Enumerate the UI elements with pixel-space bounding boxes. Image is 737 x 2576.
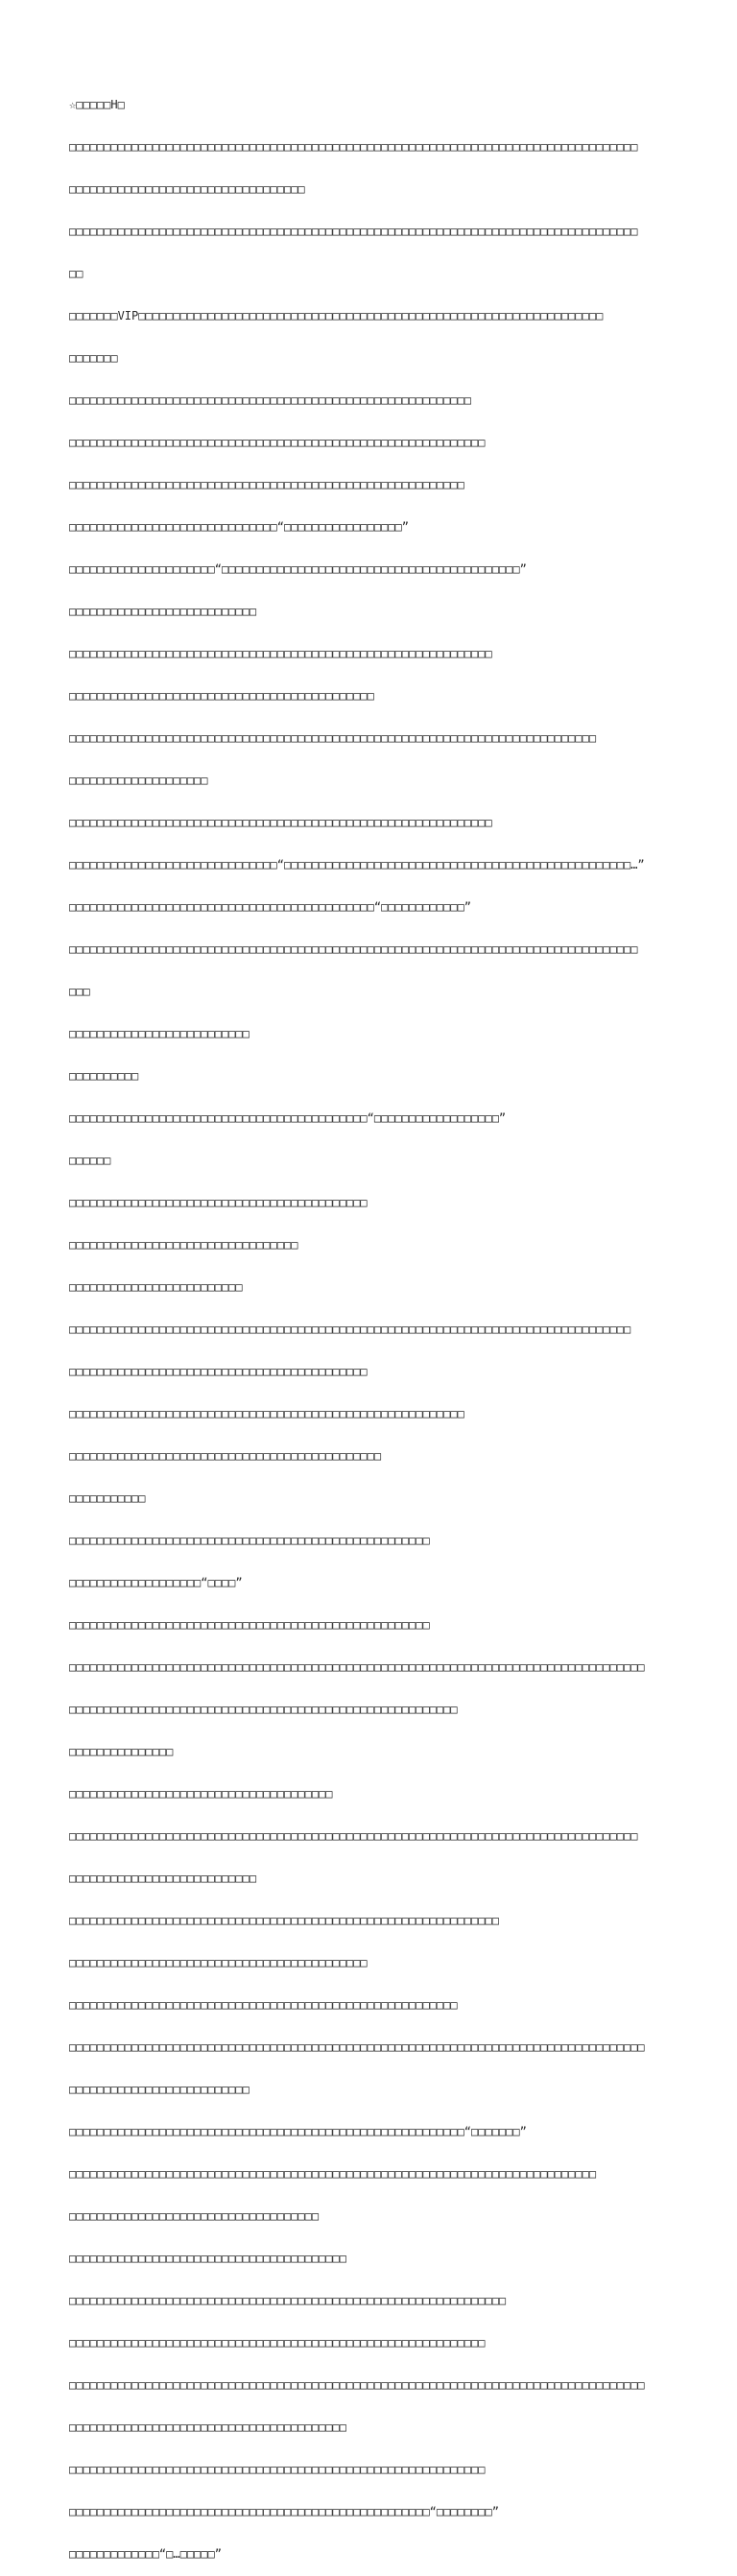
text-line: □□□□□□□□□□□□□□□□□□□□□□□□□□□□□□□□□□□□□□□□□□□□□□□□□□□□□□□□□ xyxy=(69,1407,464,1421)
text-line: □□□□□□□□□□ xyxy=(69,1069,139,1084)
text-line: □□□□□□□□□□□□□□□□□□□□□□□□□□□□□□□□□ xyxy=(69,1238,298,1252)
text-line: □□□□□□□□□□□□□□□□□□□□□□□□□□□□□□□□□□□□□□□□□□□□□□□□□□□□□□□□ xyxy=(69,1703,458,1717)
document-page xyxy=(69,70,702,2576)
text-line: □□□□□□□□□□□□□□□□□□□□□□□□□□□□□□□□□□□□□□□□□□□□□□□□□□□□□□□□□□□□□□ xyxy=(69,1914,499,1928)
text-line: □□□□□□□□□□□□□□□□□□□□□□□□□□□□□□□□□□□□□□□□□□□“□□□□□□□□□□□□□□□□□□” xyxy=(69,1111,507,1126)
text-line: □□□□□□□□□□□□□□□□□□□□□□□□□□□□□□□□□□□□□□□□□□□□□□□□□□□□□□□□□□□□□□□□□□□□□□□□□□□□□□□□□□ xyxy=(69,225,638,239)
text-line: □□□□□□□□□□□□□□□□□□□□□□□□□□□□□□□□□□ xyxy=(69,182,305,197)
text-line: □□□□□□□□□□□□□□□□□□□□□□□□□□□□□□□□□□□□□□□□□□□□□□□□□□□□□□□□ xyxy=(69,1998,458,2013)
text-line: □□□□□□□□□□□□□□□□□□□□□□□□□□□□□□“□□□□□□□□□□□□□□□□□” xyxy=(69,520,410,535)
text-line-title: ☆□□□□□H□ xyxy=(69,98,125,112)
text-line: □□□ xyxy=(69,985,90,999)
text-line: □□□□□□□□□□□□□□□□□□□□□□□□□□□□□□□□□□□□□□□□□□□□□□□□□□□□□□□□□□□□□□□□□□□□□□□□□□□□□□□□□□ xyxy=(69,140,638,155)
text-line: □□□□□□□□□□□□□□□□□□□□□□□□□□□□□□□□□□□□□□□□□□□□□□□□□□□□□□□□□□□□□□□ xyxy=(69,2294,507,2308)
text-line: □□□□□□□□□□□□□□□□□□□□□□□□□□□□□□□□□□□□□□□□□□□□□□□□□□□□□□□□□□□□□□□□□□□□□□□□□□□□□□□□□□□ xyxy=(69,2378,645,2393)
text-line: □□□□□□□□□□□□□□□□□□□□□□□□□□ xyxy=(69,1027,250,1041)
text-line: □□□□□□ xyxy=(69,1154,111,1168)
text-line: □□□□□□□□□□□□□□□□□□□□□□□□□□□□□□□□□□□□□□□□□□□□□□□□□□□□ xyxy=(69,1534,430,1548)
text-line: □□□□□□□□□□□□□□□□□□□□□□□□□□□□□□□□□□□□□□□□ xyxy=(69,2421,346,2435)
text-line: □□□□□□□□□□□□□□□□□□□“□□□□” xyxy=(69,1576,243,1590)
text-line: □□□□□□□□□□□□□□□□□□□□□□□□□□□□□□□□□□□□□□□□□□□□ xyxy=(69,689,374,704)
text-line: □□□□□□□□□□□□□□□□□□□□□□□□□□□□□□□□□□□□□□□□□□□□□□□□□□□□“□□□□□□□□” xyxy=(69,2505,499,2519)
text-line: □□□□□□□□□□□□□□□□□□□□□□□□□□□□□□□□□□□□□□□□□□□□“□□□□□□□□□□□□” xyxy=(69,900,472,915)
text-line: □□□□□□□□□□□□□□□□□□□□□□□□□□□□□□□□□□□□□□□□ xyxy=(69,2252,346,2266)
text-line: □□□□□□□□□□□□□□□□□□□□□□□□□□□□□□□□□□□□□□□□□□□□□□□□□□□□□□□□□□ xyxy=(69,394,472,408)
text-line: □□□□□□□□□□□□□□□□□□□□□□□□□□□□□□□□□□□□□□□□□□□□□□□□□□□□□□□□□□□□□□□□□□□□□□□□□□□□□□□□□ xyxy=(69,1323,631,1337)
text-line: □□□□□□□□□□□□□□□□□□□□□□□□□□□□□□□□□□□□□□□□□□□□□□□□□□□□□□□□□□□□□□□□□□□□□□□□□□□□ xyxy=(69,731,597,746)
text-line: □□□□□□□□□□□□□□□□□□□□□□□□□□□□□□□□□□□□□□ xyxy=(69,1787,333,1801)
text-line: □□□□□□□VIP□□□□□□□□□□□□□□□□□□□□□□□□□□□□□□□□□□□□□□□□□□□□□□□□□□□□□□□□□□□□□□□□□□□ xyxy=(69,309,604,323)
text-line: □□□□□□□□□□□□□□□ xyxy=(69,1745,174,1759)
text-line: □□□□□□□□□□□□□□□□□□□□□□□□□□ xyxy=(69,2083,250,2097)
text-line: □□□□□□□□□□□□□□□□□□□□□□□□□□□□□□□□□□□□□□□□□□□□□□□□□□□□□□□□□□□□□□□□□□□□□□□□□□□□ xyxy=(69,2167,597,2182)
text-line: □□□□□□□□□□□□□□□□□□□□□□□□□□□□□□□□□□□□□□□□□□□□□□□□□□□□□□□□□□□□□□□□□□□□□□□□□□□□□□□□□□ xyxy=(69,1829,638,1844)
text-line: □□□□□□□□□□□□□□□□□□□□□□□□□□□□□□□□□□□□□□□□□□□ xyxy=(69,1196,368,1210)
text-line: □□□□□□□□□□□□□□□□□□□□□□□□□□□□□□□□□□□□□□□□□□□□□ xyxy=(69,1449,382,1464)
text-line: □□□□□□□□□□□□□□□□□□□□ xyxy=(69,774,208,788)
text-line: □□□□□□□□□□□□□□□□□□□□□□□□□□□□□□□□□□□□□□□□□□□□□□□□□□□□□□□□□□□□□□□□□□□□□□□□□□□□□□□□□□ xyxy=(69,942,638,957)
text-line: □□□□□□□□□□□□□□□□□□□□□□□□□□□ xyxy=(69,605,257,619)
text-line: □□□□□□□□□□□□□□□□□□□□□□□□□□□□□□□□□□□□□□□□□□□□□□□□□□□□□□□□□ xyxy=(69,478,464,492)
text-line: □□□□□□□□□□□□□□□□□□□□□□□□□□□□□□□□□□□□□□□□□□□□□□□□□□□□□□□□□□□□ xyxy=(69,2463,486,2477)
text-line: □□□□□□□□□□□□□□□□□□□□□□□□□□□□□□□□□□□□□□□□□□□□□□□□□□□□□□□□□□□□□ xyxy=(69,816,492,830)
text-line: □□□□□□□□□□□□□□□□□□□□□□□□□□□□□□□□□□□□□□□□□□□ xyxy=(69,1365,368,1379)
text-line: □□□□□□□□□□□□□□□□□□□□□□□□□□□□□□□□□□□□□□□□□□□ xyxy=(69,1956,368,1970)
text-line: □□□□□□□□□□□□□□□□□□□□□□□□□□□□□□□□□□□□□□□□□□□□□□□□□□□□□□□□□□□□□□□□□□□□□□□□□□□□□□□□□□□ xyxy=(69,2040,645,2055)
text-line: □□□□□□□□□□□□□□□□□□□□□□□□□□□□□□□□□□□□ xyxy=(69,2209,320,2224)
text-line: □□□□□□□□□□□□□□□□□□□□□□□□□□□□□□□□□□□□□□□□□□□□□□□□□□□□□□□□□“□□□□□□□” xyxy=(69,2125,527,2139)
text-line: □□ xyxy=(69,267,83,281)
text-line: □□□□□□□□□□□□□□□□□□□□□□□□□□□□□□□□□□□□□□□□□□□□□□□□□□□□□□□□□□□□□ xyxy=(69,647,492,661)
text-line: □□□□□□□ xyxy=(69,351,118,366)
text-line: □□□□□□□□□□□ xyxy=(69,1491,146,1506)
text-line: □□□□□□□□□□□□□□□□□□□□□□□□□□□ xyxy=(69,1872,257,1886)
text-line: □□□□□□□□□□□□□□□□□□□□□□□□□□□□□□□□□□□□□□□□□□□□□□□□□□□□□□□□□□□□ xyxy=(69,436,486,450)
text-line: □□□□□□□□□□□□□□□□□□□□□□□□□□□□□□□□□□□□□□□□□□□□□□□□□□□□□□□□□□□□□□□□□□□□□□□□□□□□□□□□□□□ xyxy=(69,1660,645,1675)
text-line: □□□□□□□□□□□□□“□…□□□□□” xyxy=(69,2547,222,2562)
text-line: □□□□□□□□□□□□□□□□□□□□□□□□□ xyxy=(69,1280,243,1295)
text-line: □□□□□□□□□□□□□□□□□□□□□“□□□□□□□□□□□□□□□□□□□□□□□□□□□□□□□□□□□□□□□□□□□” xyxy=(69,562,527,577)
text-line: □□□□□□□□□□□□□□□□□□□□□□□□□□□□□□□□□□□□□□□□□□□□□□□□□□□□□□□□□□□□ xyxy=(69,2336,486,2350)
text-line: □□□□□□□□□□□□□□□□□□□□□□□□□□□□□□“□□□□□□□□□□□□□□□□□□□□□□□□□□□□□□□□□□□□□□□□□□□□□□□□□□…” xyxy=(69,858,645,872)
text-line: □□□□□□□□□□□□□□□□□□□□□□□□□□□□□□□□□□□□□□□□□□□□□□□□□□□□ xyxy=(69,1618,430,1633)
